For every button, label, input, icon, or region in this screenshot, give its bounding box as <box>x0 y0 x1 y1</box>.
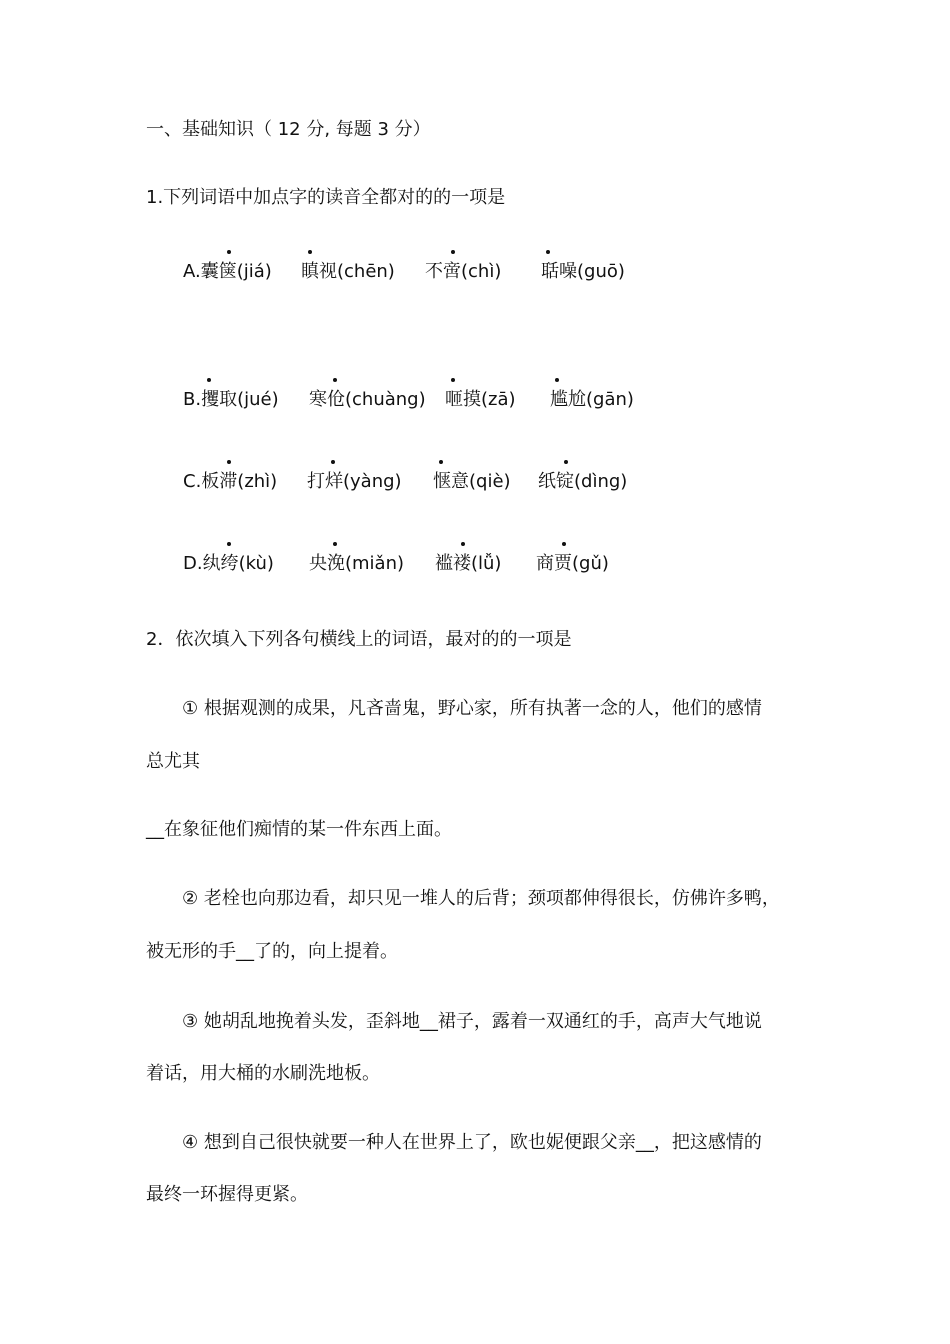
option-d-item-2: 央浼(miǎn) <box>309 553 405 574</box>
emphasis-dot <box>546 250 550 254</box>
option-a-item-3: 不啻(chì) <box>425 261 502 282</box>
option-label: B. <box>183 389 202 410</box>
option-a-item-2: 瞋视(chēn) <box>301 261 395 282</box>
emphasis-dot <box>333 378 337 382</box>
emphasis-dot <box>227 250 231 254</box>
option-label: A. <box>183 261 201 282</box>
option-b-item-3: 咂摸(zā) <box>445 389 516 410</box>
option-d-item-4: 商贾(gǔ) <box>536 553 609 574</box>
option-b-item-2: 寒伧(chuàng) <box>309 389 426 410</box>
q2-sentence-4-line-1: ④ 想到自己很快就要一种人在世界上了，欧也妮便跟父亲__，把这感情的 <box>182 1132 762 1153</box>
option-b-item-1: B.攫取(jué) <box>183 389 279 410</box>
option-c-item-3: 惬意(qiè) <box>433 471 511 492</box>
question-2-prompt: 2．依次填入下列各句横线上的词语，最对的的一项是 <box>146 629 572 650</box>
emphasis-dot <box>333 542 337 546</box>
option-b-item-4: 尴尬(gān) <box>550 389 634 410</box>
option-d-item-1: D.纨绔(kù) <box>183 553 274 574</box>
section-heading: 一、基础知识（ 12 分, 每题 3 分） <box>146 119 431 140</box>
option-label: C. <box>183 471 202 492</box>
q2-sentence-4-line-2: 最终一环握得更紧。 <box>146 1184 308 1205</box>
emphasis-dot <box>227 460 231 464</box>
emphasis-dot <box>331 460 335 464</box>
option-a-item-1: A.囊箧(jiá) <box>183 261 272 282</box>
option-c-item-1: C.板滞(zhì) <box>183 471 278 492</box>
emphasis-dot <box>227 542 231 546</box>
q2-sentence-1-line-3: __在象征他们痴情的某一件东西上面。 <box>146 819 452 840</box>
emphasis-dot <box>439 460 443 464</box>
emphasis-dot <box>562 542 566 546</box>
emphasis-dot <box>461 542 465 546</box>
question-1-prompt: 1.下列词语中加点字的读音全都对的的一项是 <box>146 187 506 208</box>
emphasis-dot <box>451 250 455 254</box>
emphasis-dot <box>308 250 312 254</box>
q2-sentence-3-line-1: ③ 她胡乱地挽着头发，歪斜地__裙子，露着一双通红的手，高声大气地说 <box>182 1011 762 1032</box>
option-d-item-3: 褴褛(lǚ) <box>435 553 502 574</box>
option-c-item-2: 打烊(yàng) <box>307 471 402 492</box>
option-c-item-4: 纸锭(dìng) <box>538 471 628 492</box>
emphasis-dot <box>207 378 211 382</box>
emphasis-dot <box>564 460 568 464</box>
q2-sentence-3-line-2: 着话，用大桶的水刷洗地板。 <box>146 1063 380 1084</box>
q2-sentence-2-line-1: ② 老栓也向那边看，却只见一堆人的后背；颈项都伸得很长，仿佛许多鸭， <box>182 888 780 909</box>
q2-sentence-2-line-2: 被无形的手__了的，向上提着。 <box>146 941 398 962</box>
emphasis-dot <box>451 378 455 382</box>
option-label: D. <box>183 553 203 574</box>
q2-sentence-1-line-2: 总尤其 <box>146 751 200 772</box>
emphasis-dot <box>555 378 559 382</box>
q2-sentence-1-line-1: ① 根据观测的成果，凡吝啬鬼，野心家，所有执著一念的人，他们的感情 <box>182 698 762 719</box>
option-a-item-4: 聒噪(guō) <box>541 261 625 282</box>
